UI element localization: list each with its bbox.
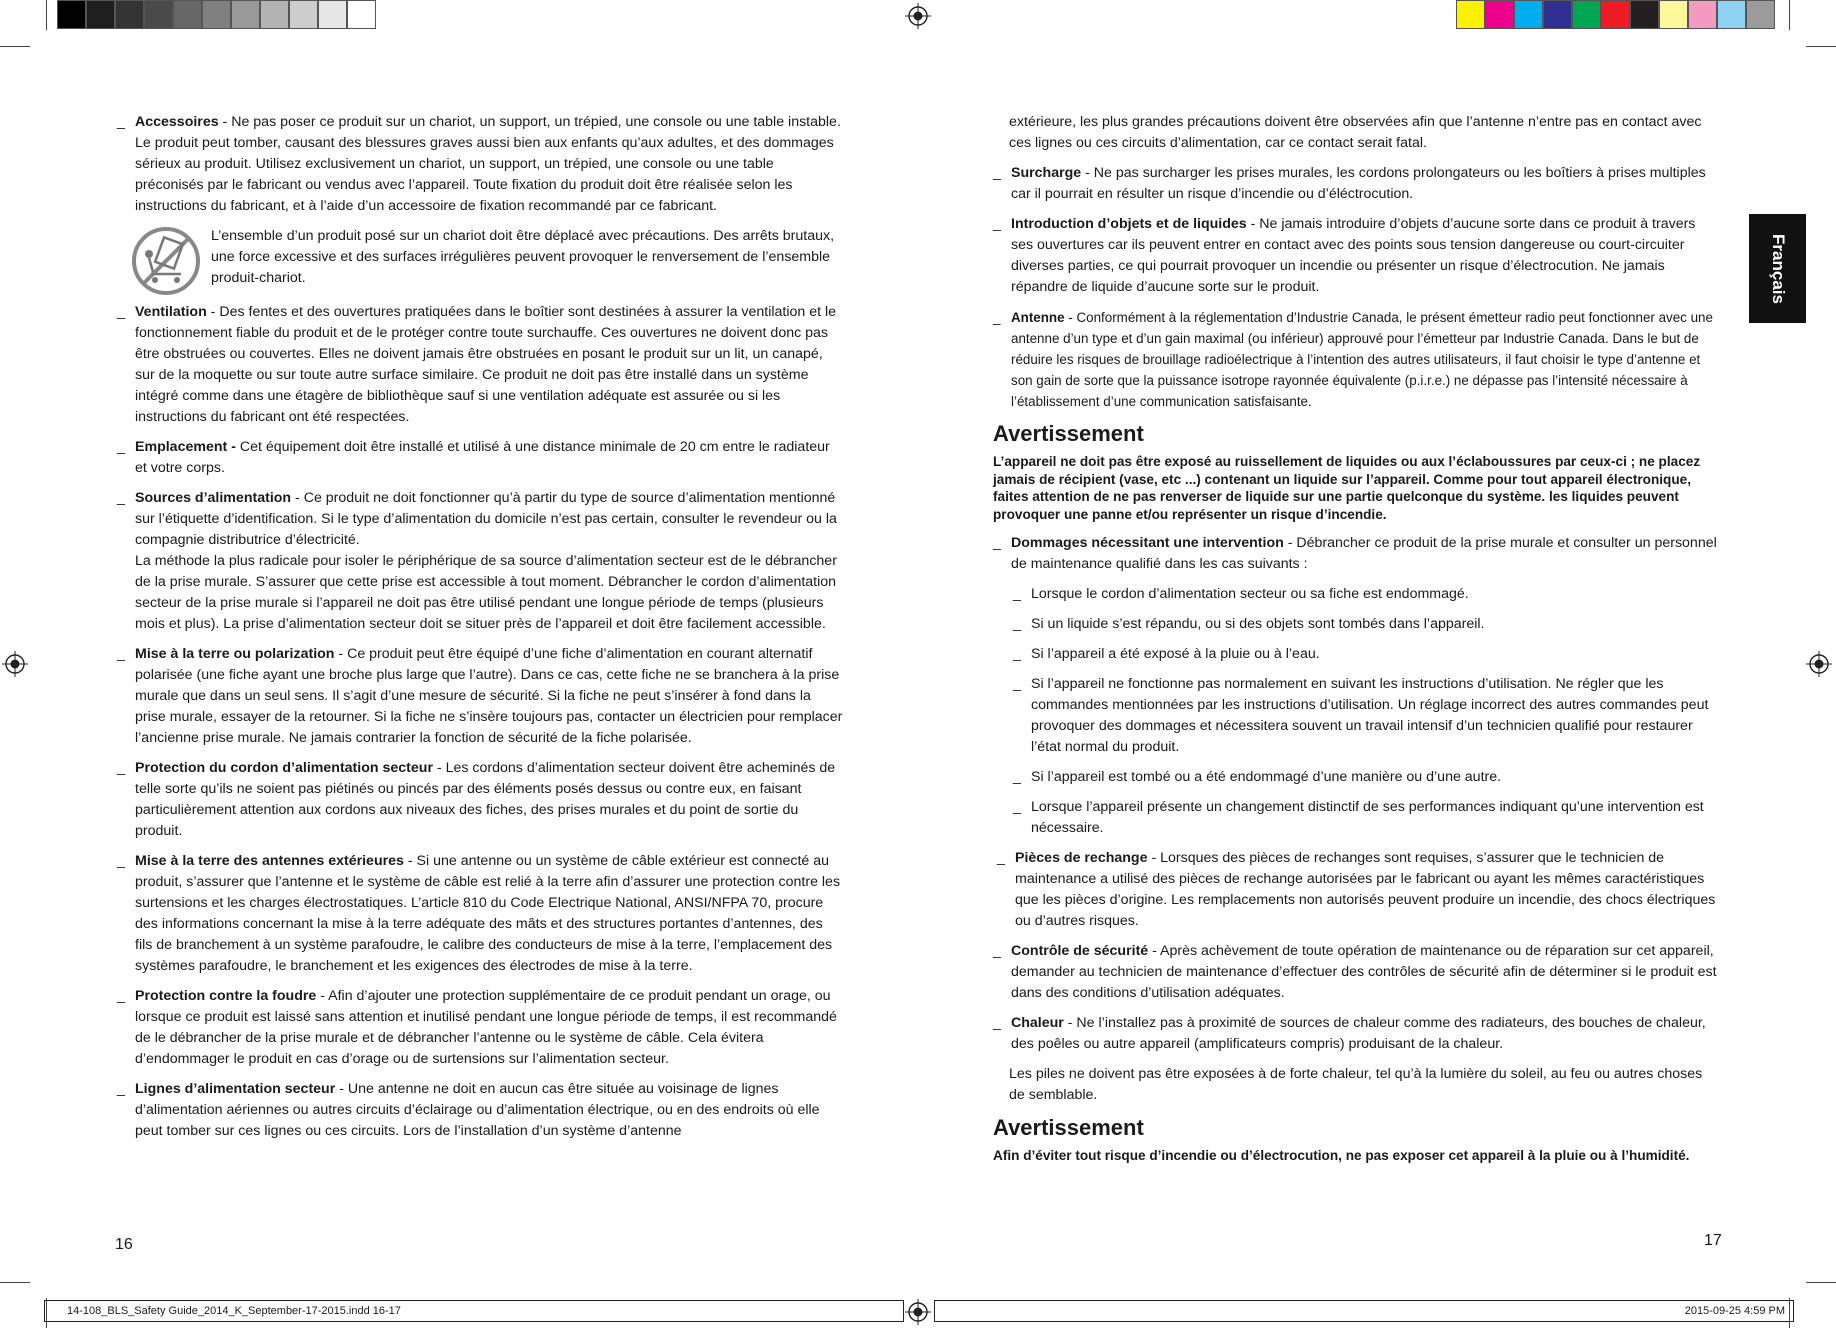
service-case: _ Si l’appareil ne fonctionne pas normalement en suivant les instructions d’utilisation. Ne régler que les commandes mentionnées par les instructions d’utilisation. Un réglage incorrect des autres commandes peut provoquer des dommages et nécessitera souvent un travail intensif d’un technicien qualifié pour restaurer l’état normal du produit. bbox=[1013, 676, 1709, 755]
registration-mark-icon bbox=[1806, 651, 1832, 677]
item-title: Protection contre la foudre bbox=[135, 988, 317, 1004]
item-text: - Conformément à la réglementation d’Industrie Canada, le présent émetteur radio peut fonctionner avec une antenne d’un type et d’un gain maximal (ou inférieur) approuvé pour l’émetteur par Industrie Canada. Dans le but de réduire les risques de brouillage radioélectrique à l’intention des autres utilisateurs, il faut choisir le type d’antenne et son gain de sorte que la puissance isotrope rayonnée équivalente (p.i.r.e.) ne dépasse pas l’intensité nécessaire à l’établissement d’une communication satisfaisante. bbox=[1011, 310, 1713, 409]
item-lignes-alimentation: _ Lignes d’alimentation secteur - Une antenne ne doit en aucun cas être située au voisinage de lignes d’alimentation aériennes ou autres circuits d’éclairage ou d’alimentation électrique, ou en des endroits où elle peut tomber sur ces lignes ou ces circuits. Lors de l’installation d’un système d’antenne bbox=[117, 1081, 820, 1139]
warning-heading: Avertissement bbox=[993, 1115, 1144, 1140]
item-text: - Afin d’ajouter une protection supplémentaire de ce produit pendant un orage, ou lorsque ce produit est laissé sans attention et inutilisé pendant une longue période de temps, il est recommandé de le débrancher de la prise murale et de débrancher l’antenne ou le système de câble. Cela évitera d’endommager le produit en cas d’orage ou de surtensions sur l’alimentation secteur. bbox=[135, 988, 837, 1067]
color-swatch bbox=[289, 0, 318, 29]
warning-heading: Avertissement bbox=[993, 421, 1144, 446]
color-swatch bbox=[1630, 0, 1659, 29]
warning-text: L’appareil ne doit pas être exposé au ruissellement de liquides ou aux l’éclaboussures par ceux-ci ; ne placez jamais de récipient (vase, etc ...) contenant un liquide sur l’appareil. Comme pour tout appareil électronique, faites attention de ne pas renverser de liquide sur une partie quelconque du système. les liquides peuvent provoquer une panne et/ou représenter un risque d’incendie. bbox=[993, 454, 1701, 522]
color-swatch bbox=[347, 0, 376, 29]
service-case-text: Si l’appareil ne fonctionne pas normalement en suivant les instructions d’utilisation. Ne régler que les commandes mentionnées par les instructions d’utilisation. Un réglage incorrect des autres commandes peut provoquer des dommages et nécessitera souvent un travail intensif d’un technicien qualifié pour restaurer l’état normal du produit. bbox=[1031, 676, 1709, 755]
crop-mark bbox=[46, 0, 47, 30]
page-number-left: 16 bbox=[115, 1236, 133, 1253]
item-title: Protection du cordon d’alimentation secteur bbox=[135, 760, 433, 776]
item-protection-cordon: _ Protection du cordon d’alimentation secteur - Les cordons d’alimentation secteur doivent être acheminés de telle sorte qu’ils ne soient pas piétinés ou pincés par des éléments posés dessus ou contre eux, en faisant particulièrement attention aux cordons aux niveaux des fiches, des prises murales et du point de sortie du produit. bbox=[117, 760, 836, 839]
service-case: _ Si l’appareil est tombé ou a été endommagé d’une manière ou d’une autre. bbox=[1013, 769, 1502, 785]
crop-mark bbox=[1806, 46, 1836, 47]
continuation-text: extérieure, les plus grandes précautions doivent être observées afin que l’antenne n’entre pas en contact avec ces lignes ou ces circuits d’alimentation, car ce contact serait fatal. bbox=[1009, 114, 1702, 151]
crop-mark bbox=[0, 1282, 30, 1283]
color-swatch bbox=[1514, 0, 1543, 29]
item-antenne: _ Antenne - Conformément à la réglementation d’Industrie Canada, le présent émetteur radio peut fonctionner avec une antenne d’un type et d’un gain maximal (ou inférieur) approuvé pour l’émetteur par Industrie Canada. Dans le but de réduire les risques de brouillage radioélectrique à l’intention des autres utilisateurs, il faut choisir le type d’antenne et son gain de sorte que la puissance isotrope rayonnée équivalente (p.i.r.e.) ne dépasse pas l’intensité nécessaire à l’établissement d’une communication satisfaisante. bbox=[993, 310, 1713, 409]
item-title: Sources d’alimentation bbox=[135, 490, 292, 506]
service-case: _ Lorsque le cordon d’alimentation secteur ou sa fiche est endommagé. bbox=[1013, 586, 1469, 602]
color-swatch bbox=[202, 0, 231, 29]
item-sources-extra: La méthode la plus radicale pour isoler le périphérique de sa source d’alimentation secteur est de le débrancher de la prise murale. S’assurer que cette prise est accessible à tout moment. Débrancher le cordon d’alimentation secteur de la prise murale si l’appareil ne doit pas être utilisé pendant une longue période de temps (plusieurs mois et plus). La prise d’alimentation secteur doit se situer près de l’appareil et doit être facilement accessible. bbox=[135, 553, 837, 632]
service-case-text: Si un liquide s’est répandu, ou si des objets sont tombés dans l’appareil. bbox=[1031, 616, 1485, 632]
item-text: - Les cordons d’alimentation secteur doivent être acheminés de telle sorte qu’ils ne soient pas piétinés ou pincés par des éléments posés dessus ou contre eux, en faisant particulièrement attention aux cordons aux niveaux des fiches, des prises murales et du point de sortie du produit. bbox=[135, 760, 836, 839]
item-text: - Ne pas surcharger les prises murales, les cordons prolongateurs ou les boîtiers à prises multiples car il pourrait en résulter un risque d’incendie ou d’éléctrocution. bbox=[1011, 165, 1706, 202]
warning-text: Afin d’éviter tout risque d’incendie ou d’électrocution, ne pas exposer cet appareil à la pluie ou à l’humidité. bbox=[993, 1148, 1690, 1163]
item-title: Emplacement - bbox=[135, 439, 236, 455]
service-case: _ Si l’appareil a été exposé à la pluie ou à l’eau. bbox=[1013, 646, 1320, 662]
item-text: - Ne jamais introduire d’objets d’aucune sorte dans ce produit à travers ses ouvertures car ils peuvent entrer en contact avec des points sous tension dangereuse ou court-circuiter diverses parties, ce qui pourrait provoquer un incendie ou présenter un risque d’électrocution. Ne jamais répandre de liquide d’aucune sorte sur le produit. bbox=[1011, 216, 1696, 295]
item-title: Mise à la terre ou polarization bbox=[135, 646, 335, 662]
service-case-text: Lorsque l’appareil présente un changement distinctif de ses performances indiquant qu’une intervention est nécessaire. bbox=[1031, 799, 1704, 836]
gray-swatch-bar bbox=[57, 0, 376, 30]
color-swatch bbox=[1659, 0, 1688, 29]
item-foudre: _ Protection contre la foudre - Afin d’ajouter une protection supplémentaire de ce produit pendant un orage, ou lorsque ce produit est laissé sans attention et inutilisé pendant une longue période de temps, il est recommandé de le débrancher de la prise murale et de débrancher l’antenne ou le système de câble. Cela évitera d’endommager le produit en cas d’orage ou de surtensions sur l’alimentation secteur. bbox=[117, 988, 837, 1067]
language-tab bbox=[1749, 214, 1806, 323]
color-swatch bbox=[1456, 0, 1485, 29]
registration-mark-icon bbox=[2, 651, 28, 677]
color-swatch bbox=[1572, 0, 1601, 29]
registration-mark-icon bbox=[905, 1299, 931, 1325]
item-emplacement: _ Emplacement - Cet équipement doit être installé et utilisé à une distance minimale de 20 cm entre le radiateur et votre corps. bbox=[117, 439, 830, 476]
item-antennes-exterieures: _ Mise à la terre des antennes extérieures - Si une antenne ou un système de câble extérieur est connecté au produit, s’assurer que l’antenne et le système de câble est relié à la terre afin d’assurer une protection contre les surtensions et les charges électrostatiques. L’article 810 du Code Electrique National, ANSI/NFPA 70, procure des informations concernant la mise à la terre adéquate des mâts et des structures portantes d’antennes, des fils de branchement à un système parafoudre, le calibre des conducteurs de mise à la terre, l’emplacement des systèmes parafoudre, le branchement et les exigences des électrodes de mise à la terre. bbox=[117, 853, 841, 974]
cart-warning-text: L’ensemble d’un produit posé sur un chariot doit être déplacé avec précautions. Des arrêts brutaux, une force excessive et des surfaces irrégulières peuvent provoquer le renversement de l’ensemble produit-chariot. bbox=[211, 228, 835, 286]
crop-mark bbox=[0, 46, 30, 47]
crop-mark bbox=[1806, 1282, 1836, 1283]
service-case-text: Lorsque le cordon d’alimentation secteur ou sa fiche est endommagé. bbox=[1031, 586, 1469, 602]
page-number-right: 17 bbox=[1704, 1232, 1722, 1249]
item-text: - Des fentes et des ouvertures pratiquées dans le boîtier sont destinées à assurer la ventilation et le fonctionnement fiable du produit et de le protéger contre toute surchauffe. Ces ouvertures ne doivent donc pas être obstruées ou couvertes. Elles ne doivent jamais être obstruées en posant le produit sur un lit, un canapé, sur de la moquette ou sur toute autre surface similaire. Ce produit ne doit pas être installé dans un système intégré comme dans une étagère de bibliothèque sauf si une ventilation adéquate est assurée ou si les instructions du fabricant ont été respectées. bbox=[135, 304, 837, 425]
item-title: Surcharge bbox=[1011, 165, 1082, 181]
item-accessoires: _ Accessoires - Ne pas poser ce produit sur un chariot, un support, un trépied, une console ou une table instable. Le produit peut tomber, causant des blessures graves aussi bien aux enfants qu’aux adultes, et des dommages sérieux au produit. Utilisez exclusivement un chariot, un support, un trépied, une console ou une table préconisés par le fabricant ou vendus avec l’appareil. Toute fixation du produit doit être réalisée selon les instructions du fabricant, et à l’aide d’un accessoire de fixation recommandé par ce fabricant. bbox=[117, 114, 841, 214]
item-title: Dommages nécessitant une intervention bbox=[1011, 535, 1284, 551]
color-swatch bbox=[231, 0, 260, 29]
item-text: Cet équipement doit être installé et utilisé à une distance minimale de 20 cm entre le radiateur et votre corps. bbox=[135, 439, 830, 476]
slug-date: 2015-09-25 4:59 PM bbox=[934, 1300, 1794, 1322]
item-ventilation: _ Ventilation - Des fentes et des ouvertures pratiquées dans le boîtier sont destinées à assurer la ventilation et le fonctionnement fiable du produit et de le protéger contre toute surchauffe. Ces ouvertures ne doivent donc pas être obstruées ou couvertes. Elles ne doivent jamais être obstruées en posant le produit sur un lit, un canapé, sur de la moquette ou sur toute autre surface similaire. Ce produit ne doit pas être installé dans un système intégré comme dans une étagère de bibliothèque sauf si une ventilation adéquate est assurée ou si les instructions du fabricant ont été respectées. bbox=[117, 304, 837, 425]
color-swatch bbox=[57, 0, 86, 29]
item-text: - Ce produit peut être équipé d’une fiche d’alimentation en courant alternatif polarisée (une fiche ayant une broche plus large que l’autre). Dans ce cas, cette fiche ne se branchera à la prise murale que dans un seul sens. Il s’agit d’une mesure de sécurité. Si la fiche ne peut s’insérer à fond dans la prise murale, essayer de la retourner. Si la fiche ne s’insère toujours pas, contacter un électricien pour remplacer l’ancienne prise murale. Ne jamais contrarier la fonction de sécurité de la fiche polarisée. bbox=[135, 646, 843, 746]
color-swatch-bar bbox=[1456, 0, 1775, 30]
item-text: - Ne pas poser ce produit sur un chariot, un support, un trépied, une console ou une table instable. Le produit peut tomber, causant des blessures graves aussi bien aux enfants qu’aux adultes, et des dommages sérieux au produit. Utilisez exclusivement un chariot, un support, un trépied, une console ou une table préconisés par le fabricant ou vendus avec l’appareil. Toute fixation du produit doit être réalisée selon les instructions du fabricant, et à l’aide d’un accessoire de fixation recommandé par ce fabricant. bbox=[135, 114, 841, 214]
color-swatch bbox=[1543, 0, 1572, 29]
right-page bbox=[993, 112, 1719, 1175]
item-text: - Après achèvement de toute opération de maintenance ou de réparation sur cet appareil, demander au technicien de maintenance d’effectuer des contrôles de sécurité afin de déterminer si le produit est dans des conditions d’utilisation adéquates. bbox=[1011, 943, 1717, 1001]
item-title: Contrôle de sécurité bbox=[1011, 943, 1149, 959]
item-text: - Ne l’installez pas à proximité de sources de chaleur comme des radiateurs, des bouches de chaleur, des poêles ou autre appareil (amplificateurs compris) produisant de la chaleur. bbox=[1011, 1015, 1706, 1052]
color-swatch bbox=[1601, 0, 1630, 29]
item-text: - Une antenne ne doit en aucun cas être située au voisinage de lignes d’alimentation aériennes ou autres circuits d’éclairage ou d’alimentation électrique, ou en des endroits où elle peut tomber sur ces lignes ou ces circuits. Lors de l’installation d’un système d’antenne bbox=[135, 1081, 820, 1139]
item-surcharge: _ Surcharge - Ne pas surcharger les prises murales, les cordons prolongateurs ou les boîtiers à prises multiples car il pourrait en résulter un risque d’incendie ou d’éléctrocution. bbox=[993, 165, 1706, 202]
crop-mark bbox=[1789, 0, 1790, 30]
color-swatch bbox=[1746, 0, 1775, 29]
item-mise-a-la-terre: _ Mise à la terre ou polarization - Ce produit peut être équipé d’une fiche d’alimentation en courant alternatif polarisée (une fiche ayant une broche plus large que l’autre). Dans ce cas, cette fiche ne se branchera à la prise murale que dans un seul sens. Il s’agit d’une mesure de sécurité. Si la fiche ne peut s’insérer à fond dans la prise murale, essayer de la retourner. Si la fiche ne s’insère toujours pas, contacter un électricien pour remplacer l’ancienne prise murale. Ne jamais contrarier la fonction de sécurité de la fiche polarisée. bbox=[117, 646, 843, 746]
color-swatch bbox=[1688, 0, 1717, 29]
item-chaleur: _ Chaleur - Ne l’installez pas à proximité de sources de chaleur comme des radiateurs, des bouches de chaleur, des poêles ou autre appareil (amplificateurs compris) produisant de la chaleur. bbox=[993, 1015, 1706, 1052]
item-text: - Ce produit ne doit fonctionner qu’à partir du type de source d’alimentation mentionné sur l’étiquette d’identification. Si le type d’alimentation du domicile n’est pas certain, consulter le revendeur ou la compagnie distributrice d’électricité. bbox=[135, 490, 837, 548]
item-pieces-rechange: _ Pièces de rechange - Lorsques des pièces de rechanges sont requises, s’assurer que le technicien de maintenance a utilisé des pièces de rechange autorisées par le fabricant ou ayant les mêmes caractéristiques que les pièces d’origine. Les remplacements non autorisés peuvent produire un incendie, des chocs électriques ou d’autres risques. bbox=[997, 850, 1716, 929]
item-title: Lignes d’alimentation secteur bbox=[135, 1081, 336, 1097]
slug-filename: 14-108_BLS_Safety Guide_2014_K_September-17-2015.indd 16-17 bbox=[44, 1300, 904, 1322]
color-swatch bbox=[86, 0, 115, 29]
service-case: _ Lorsque l’appareil présente un changement distinctif de ses performances indiquant qu’une intervention est nécessaire. bbox=[1013, 799, 1704, 836]
item-title: Pièces de rechange bbox=[1015, 850, 1148, 866]
item-dommages-intervention: _ Dommages nécessitant une intervention - Débrancher ce produit de la prise murale et consulter un personnel de maintenance qualifié dans les cas suivants : bbox=[993, 535, 1717, 572]
color-swatch bbox=[1717, 0, 1746, 29]
color-swatch bbox=[173, 0, 202, 29]
battery-note: Les piles ne doivent pas être exposées à de forte chaleur, tel qu’à la lumière du soleil, au feu ou autres choses de semblable. bbox=[1009, 1066, 1703, 1103]
language-tab-label: Français bbox=[1768, 233, 1788, 304]
cart-warning bbox=[131, 226, 843, 296]
color-swatch bbox=[144, 0, 173, 29]
item-text: - Débrancher ce produit de la prise murale et consulter un personnel de maintenance qualifié dans les cas suivants : bbox=[1011, 535, 1717, 572]
service-case-text: Si l’appareil a été exposé à la pluie ou à l’eau. bbox=[1031, 646, 1320, 662]
item-title: Mise à la terre des antennes extérieures bbox=[135, 853, 404, 869]
item-title: Chaleur bbox=[1011, 1015, 1064, 1031]
service-case-text: Si l’appareil est tombé ou a été endommagé d’une manière ou d’une autre. bbox=[1031, 769, 1502, 785]
item-title: Ventilation bbox=[135, 304, 207, 320]
registration-mark-icon bbox=[905, 3, 931, 29]
item-text: - Lorsques des pièces de rechanges sont requises, s’assurer que le technicien de maintenance a utilisé des pièces de rechange autorisées par le fabricant ou ayant les mêmes caractéristiques que les pièces d’origine. Les remplacements non autorisés peuvent produire un incendie, des chocs électriques ou d’autres risques. bbox=[1015, 850, 1716, 929]
item-introduction-objets: _ Introduction d’objets et de liquides - Ne jamais introduire d’objets d’aucune sorte dans ce produit à travers ses ouvertures car ils peuvent entrer en contact avec des points sous tension dangereuse ou court-circuiter diverses parties, ce qui pourrait provoquer un incendie ou présenter un risque d’électrocution. Ne jamais répandre de liquide d’aucune sorte sur le produit. bbox=[993, 216, 1696, 295]
item-title: Antenne bbox=[1011, 310, 1065, 325]
item-controle-securite: _ Contrôle de sécurité - Après achèvement de toute opération de maintenance ou de réparation sur cet appareil, demander au technicien de maintenance d’effectuer des contrôles de sécurité afin de déterminer si le produit est dans des conditions d’utilisation adéquates. bbox=[993, 943, 1717, 1001]
color-swatch bbox=[318, 0, 347, 29]
color-swatch bbox=[115, 0, 144, 29]
item-sources: _ Sources d’alimentation - Ce produit ne doit fonctionner qu’à partir du type de source d’alimentation mentionné sur l’étiquette d’identification. Si le type d’alimentation du domicile n’est pas certain, consulter le revendeur ou la compagnie distributrice d’électricité. bbox=[117, 490, 837, 548]
left-page bbox=[117, 112, 843, 1151]
item-text: - Si une antenne ou un système de câble extérieur est connecté au produit, s’assurer que l’antenne et le système de câble est relié à la terre afin d’assurer une protection contre les surtensions et les charges électrostatiques. L’article 810 du Code Electrique National, ANSI/NFPA 70, procure des informations concernant la mise à la terre adéquate des mâts et des structures portantes d’antennes, des fils de branchement à un système parafoudre, le calibre des conducteurs de mise à la terre, l’emplacement des systèmes parafoudre, le branchement et les exigences des électrodes de mise à la terre. bbox=[135, 853, 841, 974]
cart-tip-over-icon bbox=[131, 226, 201, 296]
color-swatch bbox=[1485, 0, 1514, 29]
item-title: Introduction d’objets et de liquides bbox=[1011, 216, 1247, 232]
color-swatch bbox=[260, 0, 289, 29]
service-case: _ Si un liquide s’est répandu, ou si des objets sont tombés dans l’appareil. bbox=[1013, 616, 1485, 632]
item-title: Accessoires bbox=[135, 114, 219, 130]
